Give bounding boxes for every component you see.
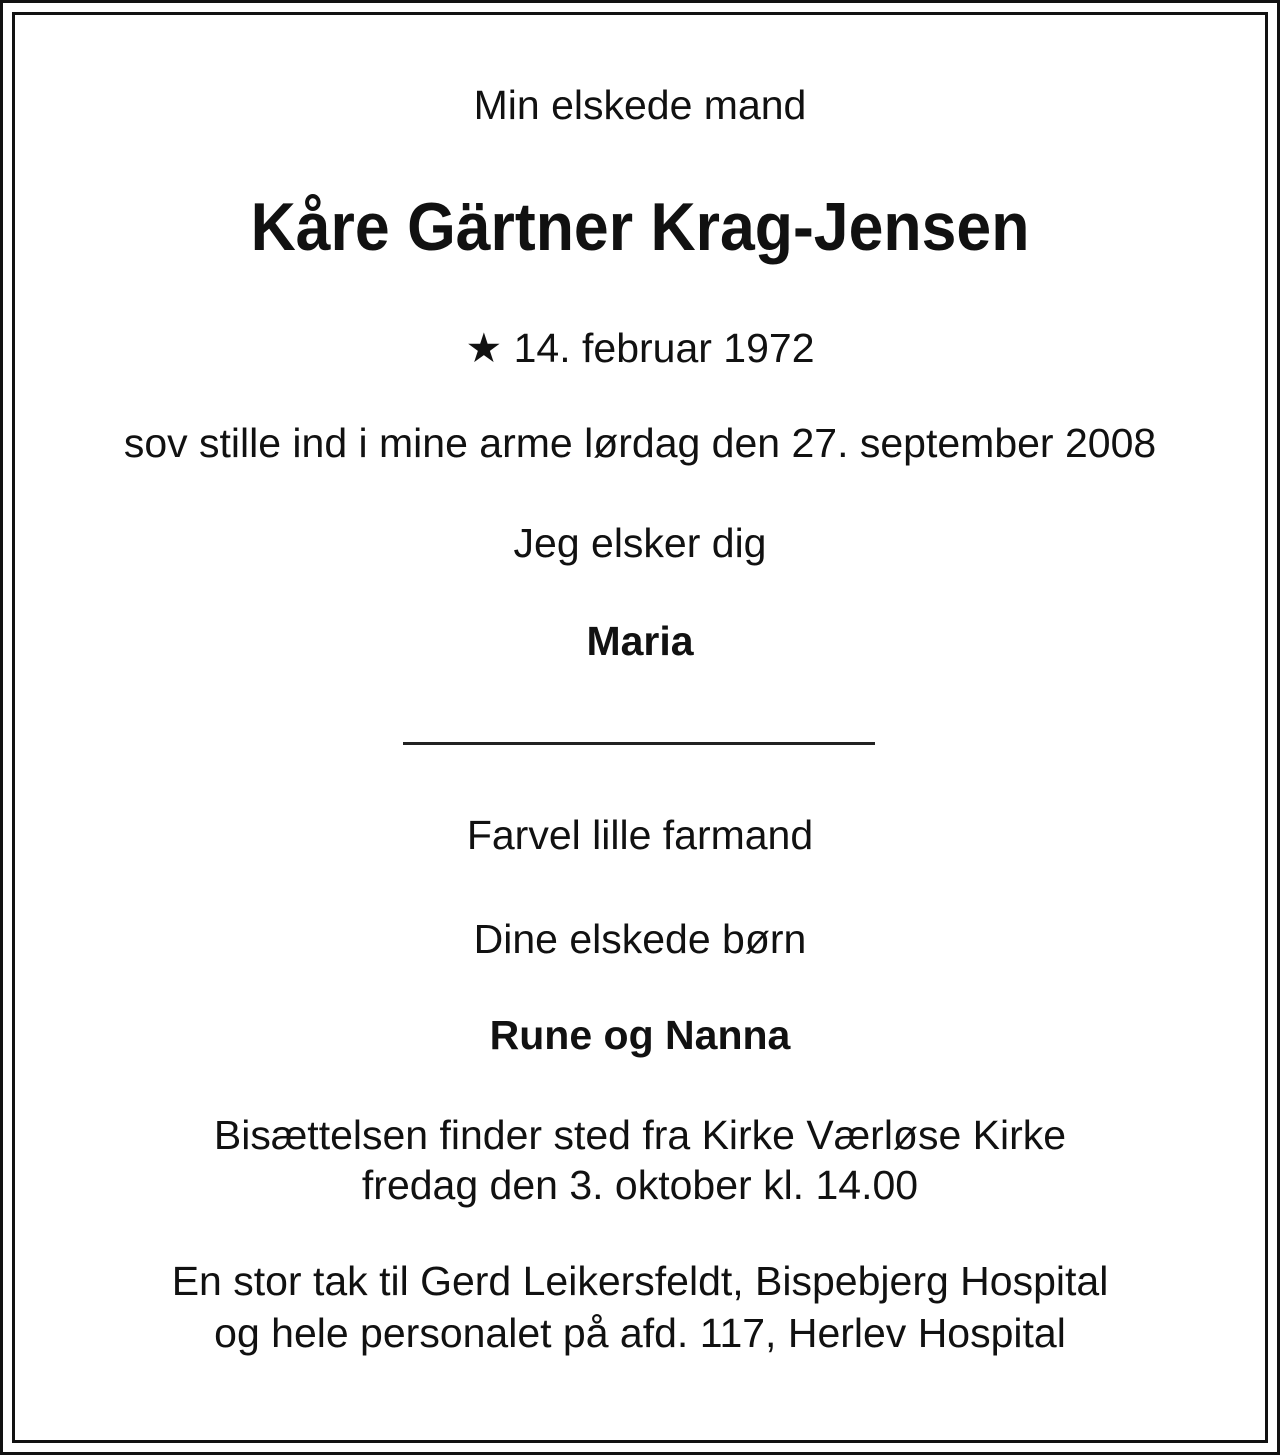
thanks-line-1: En stor tak til Gerd Leikersfeldt, Bispebjerg Hospital bbox=[171, 1258, 1109, 1304]
funeral-line-2: fredag den 3. oktober kl. 14.00 bbox=[361, 1162, 919, 1208]
birth-line bbox=[0, 324, 1280, 372]
children-names: Rune og Nanna bbox=[489, 1012, 791, 1058]
children-intro: Dine elskede børn bbox=[473, 916, 807, 962]
birth-date: 14. februar 1972 bbox=[513, 325, 815, 371]
funeral-line-1: Bisættelsen finder sted fra Kirke Værløse Kirke bbox=[213, 1112, 1067, 1158]
star-icon: ★ bbox=[465, 325, 503, 371]
deceased-name-heading: Kåre Gärtner Krag-Jensen bbox=[250, 189, 1030, 265]
children-message: Farvel lille farmand bbox=[466, 812, 814, 858]
spouse-message: Jeg elsker dig bbox=[513, 520, 767, 566]
thanks-line-2: og hele personalet på afd. 117, Herlev Hospital bbox=[214, 1310, 1066, 1356]
section-divider bbox=[403, 742, 875, 745]
spouse-name: Maria bbox=[586, 618, 694, 664]
intro-text: Min elskede mand bbox=[473, 82, 807, 128]
death-line: sov stille ind i mine arme lørdag den 27. september 2008 bbox=[123, 420, 1157, 466]
